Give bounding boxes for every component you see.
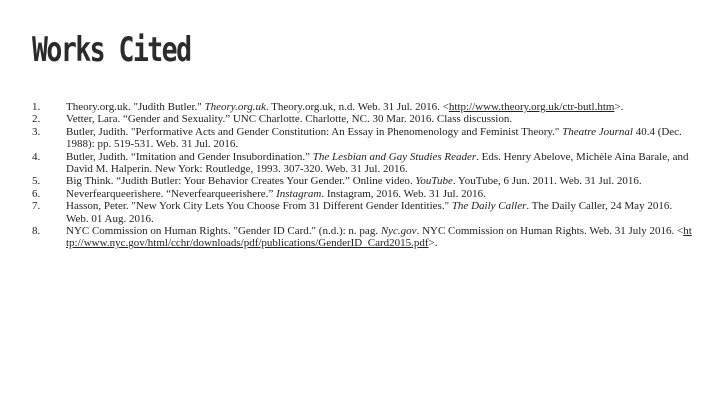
- citation-text: [66, 126, 692, 151]
- citation-source-title: Theory.org.uk: [204, 101, 266, 113]
- citation-number: 6.: [32, 187, 41, 200]
- citation-text-pre: Butler, Judith. “Imitation and Gender Insubordination.”: [66, 150, 313, 163]
- citation-text-pre: Butler, Judith. "Performative Acts and Gender Constitution: An Essay in Phenomenology and Feminist Theory.": [66, 125, 563, 138]
- citation-text-post: . YouTube, 6 Jun. 2011. Web. 31 Jul. 2016.: [452, 175, 642, 188]
- citation-item: [32, 113, 692, 125]
- citation-text-post: . Instagram, 2016. Web. 31 Jul. 2016.: [321, 187, 486, 200]
- citation-text-post: 40.4 (Dec. 1988): pp. 519-531. Web. 31 Jul. 2016.: [66, 125, 682, 151]
- citation-item: [32, 151, 692, 176]
- citation-text: [66, 113, 692, 125]
- citation-text: [66, 200, 692, 225]
- citation-text: [66, 101, 692, 113]
- citation-item: [32, 175, 692, 187]
- citation-number: 7.: [32, 200, 41, 213]
- citation-source-title: The Lesbian and Gay Studies Reader: [312, 150, 477, 163]
- citation-source-title: The Daily Caller: [451, 200, 527, 213]
- citation-text: [66, 188, 692, 200]
- citation-url-link[interactable]: http://www.nyc.gov/html/cchr/downloads/pdf/publications/GenderID_Card2015.pdf: [66, 225, 692, 250]
- citation-source-title: Nyc.gov: [380, 225, 417, 238]
- citation-text-pre: Neverfearqueerishere. “Neverfearqueerishere.”: [66, 187, 277, 200]
- citation-text-post: . NYC Commission on Human Rights. Web. 31 July 2016. <: [416, 225, 684, 238]
- citation-text-pre: NYC Commission on Human Rights. "Gender ID Card." (n.d.): n. pag.: [66, 225, 381, 238]
- citation-number: 2.: [32, 113, 41, 126]
- citation-text: [66, 175, 692, 187]
- citation-number: 1.: [32, 101, 41, 113]
- citation-source-title: YouTube: [415, 175, 453, 188]
- citation-item: [32, 225, 692, 250]
- citation-text-post: . The Daily Caller, 24 May 2016. Web. 01 Aug. 2016.: [66, 200, 673, 225]
- citation-text-end: >.: [614, 101, 624, 113]
- citation-item: [32, 101, 692, 113]
- citation-text-pre: Vetter, Lara. “Gender and Sexuality.” UNC Charlotte. Charlotte, NC. 30 Mar. 2016. Class discussion.: [66, 113, 513, 126]
- citation-number: 8.: [32, 225, 41, 238]
- citation-text: [66, 225, 692, 250]
- citation-source-title: Theatre Journal: [562, 125, 633, 138]
- citation-text-pre: Hasson, Peter. "New York City Lets You Choose From 31 Different Gender Identities.": [66, 200, 452, 213]
- citation-source-title: Instagram: [276, 187, 322, 200]
- citation-item: [32, 188, 692, 200]
- citation-text-pre: Big Think. “Judith Butler: Your Behavior Creates Your Gender.” Online video.: [66, 175, 416, 188]
- page-title: Works Cited: [32, 30, 191, 70]
- citation-list: [32, 101, 692, 250]
- citation-number: 5.: [32, 175, 41, 188]
- citation-item: [32, 200, 692, 225]
- citation-number: 3.: [32, 125, 41, 138]
- citation-item: [32, 126, 692, 151]
- citation-text: [66, 151, 692, 176]
- citation-number: 4.: [32, 150, 41, 163]
- citation-text-pre: Theory.org.uk. "Judith Butler.": [66, 101, 205, 113]
- citation-text-post: . Theory.org.uk, n.d. Web. 31 Jul. 2016. <: [265, 101, 449, 113]
- citation-text-post: . Eds. Henry Abelove, Michèle Aina Barale, and David M. Halperin. New York: Routledge, 1993. 307-320. Web. 31 Jul. 2016.: [66, 150, 689, 176]
- citation-url-link[interactable]: http://www.theory.org.uk/ctr-butl.htm: [448, 101, 615, 113]
- citation-text-end: >.: [428, 237, 438, 250]
